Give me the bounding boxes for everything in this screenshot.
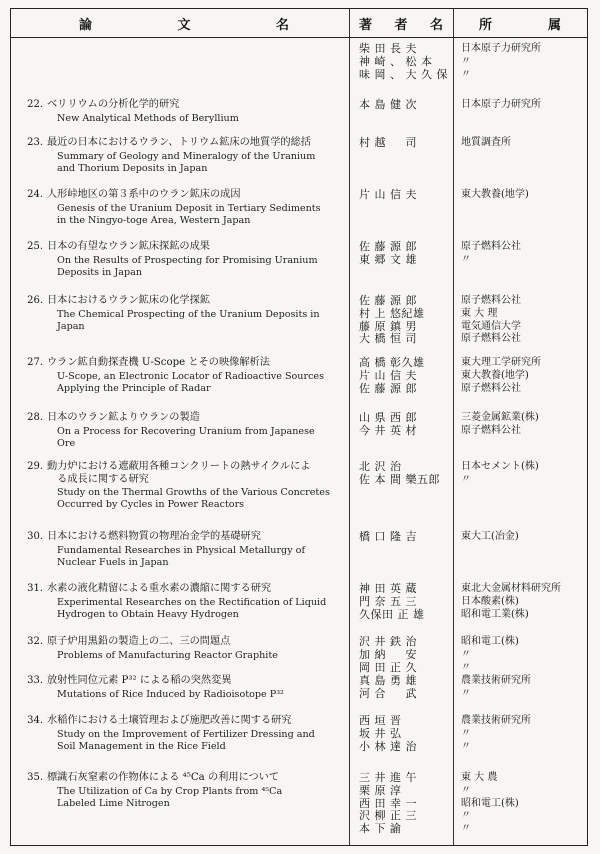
affiliations: 東大工(冶金) [461, 531, 519, 542]
header-char: 名 [275, 17, 289, 33]
japanese-title: 水稲作における土壌管理および施肥改善に関する研究 [47, 715, 292, 726]
english-title: The Utilization of Ca by Crop Plants from ⁴⁵Ca Labeled Lime Nitrogen [57, 786, 283, 809]
japanese-title: 水素の液化精留による重水素の濃縮に関する研究 [47, 583, 272, 594]
english-title: Problems of Manufacturing Reactor Graphite [57, 650, 278, 661]
affiliations: 農業技術研究所 〃 [461, 675, 531, 699]
japanese-title: 日本の有望なウラン鉱床探鉱の成果 [47, 241, 210, 252]
japanese-title: 動力炉における遮蔽用各種コンクリートの熱サイクルによ る成長に関する研究 [47, 461, 311, 485]
authors: 北 沢 治 佐 本 間 樂五郎 [359, 460, 440, 486]
affiliation-column-header [465, 9, 575, 37]
english-title: Experimental Researches on the Rectification of Liquid Hydrogen to Obtain Heavy Hydrogen [57, 597, 327, 620]
entry-number: 25. [27, 241, 43, 252]
entry-number: 35. [27, 772, 43, 783]
entry-number: 34. [27, 715, 43, 726]
authors: 高 橋 彰久雄 片 山 信 夫 佐 藤 源 郎 [359, 356, 425, 395]
english-title: Summary of Geology and Mineralogy of the Uranium and Thorium Deposits in Japan [57, 151, 316, 174]
affiliations: 日本原子力研究所 [461, 99, 541, 110]
affiliations: 農業技術研究所 〃 〃 [461, 715, 531, 752]
japanese-title: 原子炉用黒鉛の製造上の二、三の問題点 [47, 636, 231, 647]
english-title: Fundamental Researches in Physical Metallurgy of Nuclear Fuels in Japan [57, 545, 305, 568]
authors: 西 垣 晋 坂 井 弘 小 林 達 治 [359, 714, 417, 753]
authors: 神 田 英 蔵 門 奈 五 三 久保田 正 雄 [359, 582, 425, 621]
japanese-title: 日本における燃料物質の物理冶金学的基礎研究 [47, 531, 261, 542]
entry-number: 27. [27, 357, 43, 368]
title-column-header [79, 9, 289, 37]
affiliations: 日本セメント(株) 〃 [461, 461, 539, 485]
english-title: Genesis of the Uranium Deposit in Tertiary Sediments in the Ningyo-toge Area, Western Japan [57, 203, 321, 226]
affiliations: 三菱金属鉱業(株) 原子燃料公社 [461, 412, 539, 436]
authors: 村 越 司 [359, 136, 417, 149]
affiliations: 東大理工学研究所 東大教養(地学) 原子燃料公社 [461, 357, 541, 394]
entry-number: 30. [27, 531, 43, 542]
header-char: 論 [79, 17, 93, 33]
paper-table [10, 8, 588, 846]
japanese-title: 放射性同位元素 P³² による稲の突然変異 [47, 675, 232, 686]
authors: 片 山 信 夫 [359, 188, 417, 201]
entry-number: 28. [27, 412, 43, 423]
entry-number: 33. [27, 675, 43, 686]
english-title: Study on the Thermal Growths of the Various Concretes Occurred by Cycles in Power Reactors [57, 487, 330, 510]
affiliations: 原子燃料公社 東 大 理 電気通信大学 原子燃料公社 [461, 295, 521, 345]
authors: 本 島 健 次 [359, 98, 417, 111]
header-char: 文 [177, 17, 191, 33]
entry-number: 32. [27, 636, 43, 647]
english-title: On the Results of Prospecting for Promising Uranium Deposits in Japan [57, 255, 318, 278]
entry-number: 22. [27, 99, 43, 110]
header-char: 著 [359, 17, 373, 33]
english-title: Mutations of Rice Induced by Radioisotope P³² [57, 689, 284, 700]
japanese-title: 日本におけるウラン鉱床の化学探鉱 [47, 295, 210, 306]
japanese-title: 人形峠地区の第３系中のウラン鉱床の成因 [47, 189, 241, 200]
authors: 沢 井 鉄 治 加 納 安 岡 田 正 久 [359, 635, 417, 674]
authors: 橋 口 隆 吉 [359, 530, 417, 543]
entry-number: 23. [27, 137, 43, 148]
authors: 柴 田 長 夫 神 崎 、 松 本 味 岡 、 大 久 保 [359, 42, 448, 81]
japanese-title: 日本のウラン鉱よりウランの製造 [47, 412, 200, 423]
column-divider [349, 9, 350, 845]
affiliations: 地質調査所 [461, 137, 511, 148]
english-title: Study on the Improvement of Fertilizer Dressing and Soil Management in the Rice Field [57, 729, 315, 752]
authors: 山 県 西 郎 今 井 英 材 [359, 411, 417, 437]
authors: 三 井 進 午 栗 原 淳 西 田 幸 一 沢 柳 正 三 本 下 諭 [359, 771, 417, 836]
affiliations: 東 大 農 〃 昭和電工(株) 〃 〃 [461, 772, 519, 835]
japanese-title: 標識石灰窒素の作物体による ⁴⁵Ca の利用について [47, 772, 280, 783]
authors: 佐 藤 源 郎 東 郷 文 雄 [359, 240, 417, 266]
english-title: On a Process for Recovering Uranium from Japanese Ore [57, 426, 315, 449]
header-char: 者 [394, 17, 408, 33]
authors: 佐 藤 源 郎 村 上 悠紀雄 藤 原 鎮 男 大 橋 恒 司 [359, 294, 425, 346]
japanese-title: 最近の日本におけるウラン、トリウム鉱床の地質学的総括 [47, 137, 311, 148]
header-char: 所 [479, 17, 493, 33]
entry-number: 26. [27, 295, 43, 306]
affiliations: 東北大金属材料研究所 日本酸素(株) 昭和電工業(株) [461, 583, 561, 620]
affiliations: 昭和電工(株) 〃 〃 [461, 636, 519, 673]
entry-number: 31. [27, 583, 43, 594]
english-title: New Analytical Methods of Beryllium [57, 113, 239, 124]
affiliations: 東大教養(地学) [461, 189, 529, 200]
header-char: 名 [429, 17, 443, 33]
english-title: The Chemical Prospecting of the Uranium Deposits in Japan [57, 309, 320, 332]
entry-number: 29. [27, 461, 43, 472]
author-column-header [359, 9, 443, 37]
affiliations: 原子燃料公社 〃 [461, 241, 521, 265]
japanese-title: ウラン鉱自動探査機 U-Scope とその映像解析法 [47, 357, 270, 368]
column-divider [453, 9, 454, 845]
affiliations: 日本原子力研究所 〃 〃 [461, 43, 541, 80]
entry-number: 24. [27, 189, 43, 200]
authors: 真 島 勇 雄 河 合 武 [359, 674, 417, 700]
english-title: U-Scope, an Electronic Locator of Radioactive Sources Applying the Principle of Radar [57, 371, 325, 394]
header-char: 属 [547, 17, 561, 33]
japanese-title: ベリリウムの分析化学的研究 [47, 99, 180, 110]
table-header [11, 9, 587, 38]
